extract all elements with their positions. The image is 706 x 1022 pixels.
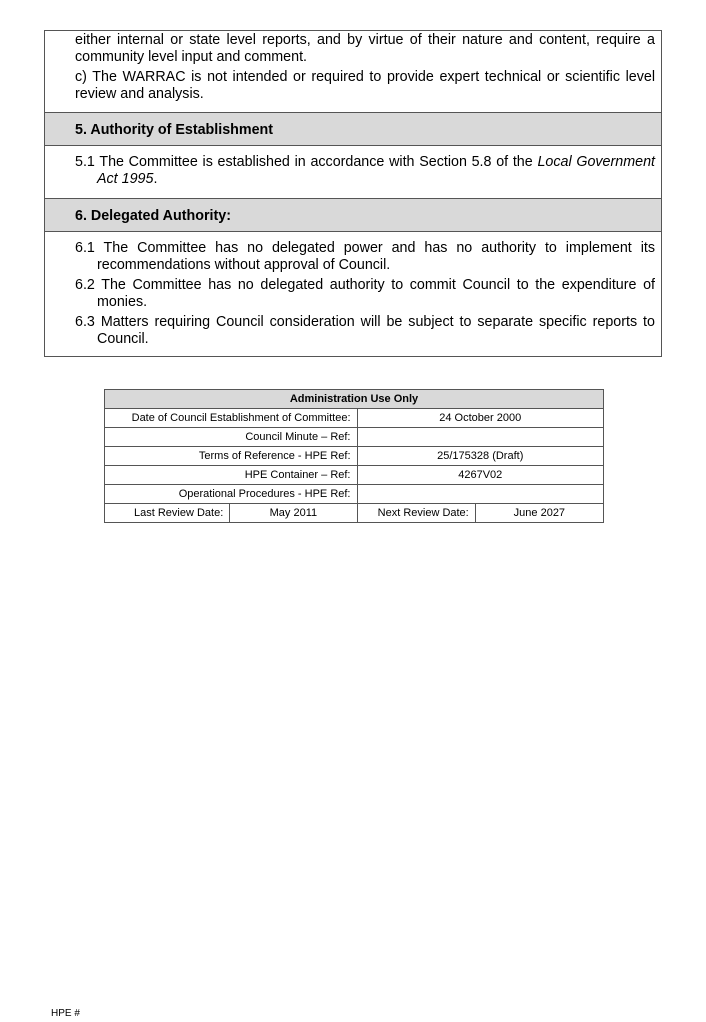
section-5-item-1-text: 5.1 The Committee is established in accordance with Section 5.8 of the: [75, 154, 538, 170]
admin-row-label: Operational Procedures - HPE Ref:: [105, 485, 358, 504]
next-review-value: June 2027: [475, 504, 603, 523]
admin-title: Administration Use Only: [105, 390, 604, 409]
admin-row-value: 24 October 2000: [357, 409, 604, 428]
admin-row-label: Council Minute – Ref:: [105, 428, 358, 447]
admin-row: [105, 409, 604, 428]
section-4-para-c: c) The WARRAC is not intended or required to provide expert technical or scientific level review and analysis.: [75, 69, 655, 102]
last-review-label: Last Review Date:: [105, 504, 230, 523]
admin-title-row: [105, 390, 604, 409]
section-6-body: [45, 231, 661, 356]
last-review-value: May 2011: [230, 504, 357, 523]
section-5-heading: 5. Authority of Establishment: [45, 112, 661, 145]
admin-row-value: 25/175328 (Draft): [357, 447, 604, 466]
section-6-item-2: 6.2 The Committee has no delegated authority to commit Council to the expenditure of monies.: [75, 277, 655, 310]
admin-review-row: [105, 504, 604, 523]
admin-row-value: [357, 485, 604, 504]
admin-row-value: [357, 428, 604, 447]
footer-hpe-ref: HPE #: [51, 1008, 80, 1019]
section-6-item-1: 6.1 The Committee has no delegated power and has no authority to implement its recommendations without approval of Council.: [75, 240, 655, 273]
next-review-label: Next Review Date:: [357, 504, 475, 523]
administration-table: [104, 389, 604, 523]
admin-row-value: 4267V02: [357, 466, 604, 485]
section-4-para-continued: either internal or state level reports, and by virtue of their nature and content, require a community level input and comment.: [75, 32, 655, 65]
section-6-heading: 6. Delegated Authority:: [45, 198, 661, 231]
section-5-item-1-act: Local Government Act 1995: [97, 154, 655, 187]
admin-row-label: Terms of Reference - HPE Ref:: [105, 447, 358, 466]
terms-of-reference-table: [44, 30, 662, 357]
section-6-item-3: 6.3 Matters requiring Council consideration will be subject to separate specific reports to Council.: [75, 314, 655, 347]
section-5-item-1-end: .: [153, 170, 158, 187]
admin-row: [105, 428, 604, 447]
admin-row-label: Date of Council Establishment of Committee:: [105, 409, 358, 428]
admin-row: [105, 485, 604, 504]
admin-row: [105, 447, 604, 466]
admin-row-label: HPE Container – Ref:: [105, 466, 358, 485]
admin-row: [105, 466, 604, 485]
section-5-body: [45, 145, 661, 198]
section-4-continuation: [45, 31, 661, 112]
section-5-item-1: [75, 154, 655, 187]
